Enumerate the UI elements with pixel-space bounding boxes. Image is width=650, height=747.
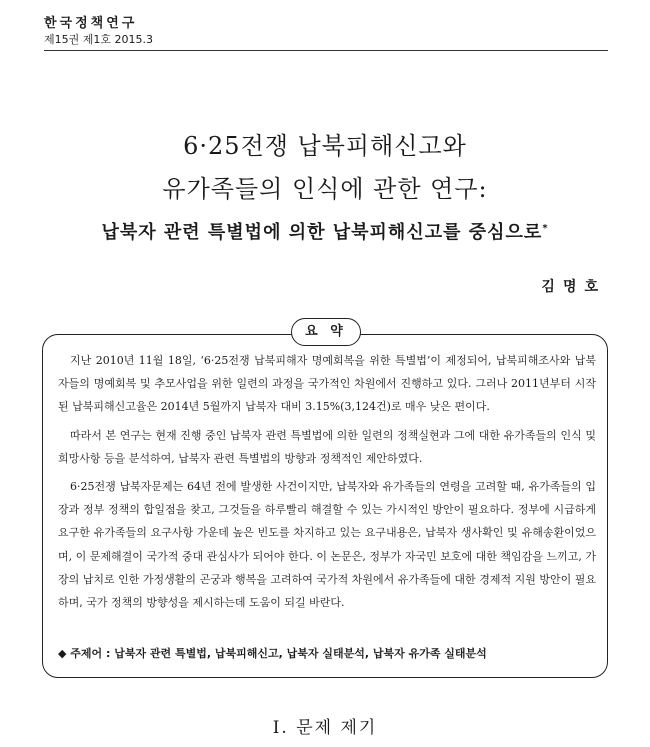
keywords: ◆ 주제어 : 납북자 관련 특별법, 납북피해신고, 납북자 실태분석, 납북자 유가족 실태분석 (58, 647, 487, 660)
journal-issue: 제15권 제1호 2015.3 (44, 33, 153, 46)
abstract-label: 요 약 (291, 318, 361, 346)
journal-name: 한국정책연구 (44, 16, 138, 31)
footnote-mark: * (542, 223, 549, 234)
section-heading: Ⅰ. 문제 제기 (272, 718, 378, 738)
header-rule (44, 50, 608, 51)
abstract-paragraph-2: 따라서 본 연구는 현재 진행 중인 납북자 관련 특별법에 의한 일련의 정책실현과 그에 대한 유가족들의 인식 및 희망사항 등을 분석하여, 납북자 관련 특별법의 방향과 정책적인 제안하였다. (58, 428, 596, 465)
abstract-paragraph-1: 지난 2010년 11월 18일, ‘6·25전쟁 납북피해자 명예회복을 위한 특별법’이 제정되어, 납북피해조사와 납북자들의 명예회복 및 추모사업을 위한 일련의 과정을 국가적인 차원에서 진행하고 있다. 그러나 2011년부터 시작된 납북피해신고율은 2014년 5월까지 납북자 대비 3.15%(3,124건)로 매우 낮은 편이다. (58, 354, 596, 414)
abstract-paragraph-3: 6·25전쟁 납북자문제는 64년 전에 발생한 사건이지만, 납북자와 유가족들의 연령을 고려할 때, 유가족들의 입장과 정부 정책의 합일점을 찾고, 그것들을 하루빨리 해결할 수 있는 가시적인 방안이 필요하다. 정부에 시급하게 요구한 유가족들의 요구사항 가운데 높은 빈도를 차지하고 있는 요구내용은, 납북자 생사확인 및 유해송환이었으며, 이 문제해결이 국가적 중대 관심사가 되어야 한다. 이 논문은, 정부가 자국민 보호에 대한 책임감을 느끼고, 가장의 납치로 인한 가정생활의 곤궁과 행복을 고려하여 국가적 차원에서 유가족들에 대한 경제적 지원 방안이 필요하며, 국가 정책의 방향성을 제시하는데 도움이 되길 바란다. (58, 480, 596, 610)
title-line-2: 유가족들의 인식에 관한 연구: (162, 175, 488, 203)
abstract-text (58, 349, 596, 619)
subtitle (0, 218, 650, 244)
title-line-1: 6·25전쟁 납북피해신고와 (183, 132, 467, 160)
author-name: 김명호 (541, 279, 606, 295)
subtitle-text: 납북자 관련 특별법에 의한 납북피해신고를 중심으로 (101, 222, 543, 243)
